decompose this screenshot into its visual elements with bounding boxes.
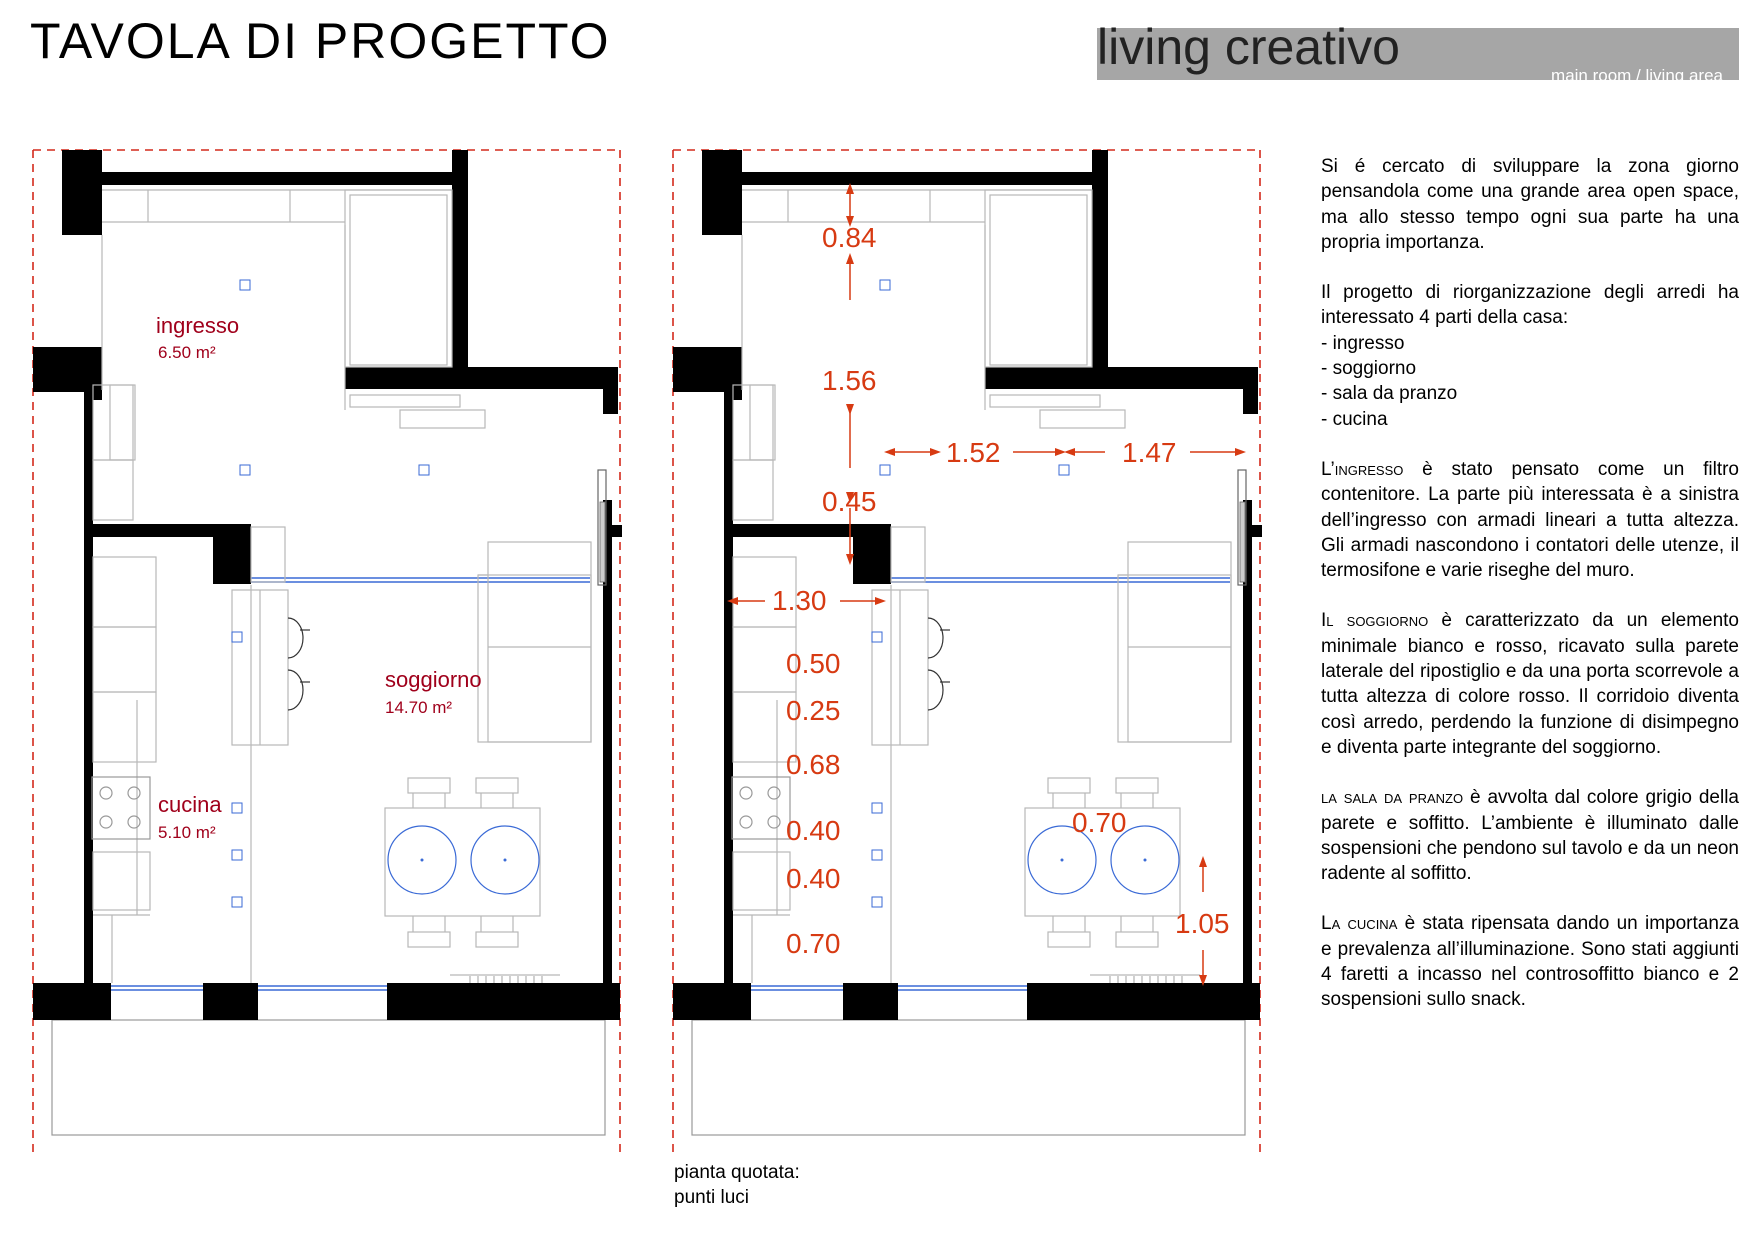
project-description — [1321, 154, 1739, 1038]
dimension-label: 0.45 — [822, 486, 877, 517]
list-item: - cucina — [1321, 408, 1388, 430]
room-name-soggiorno: soggiorno — [385, 667, 482, 692]
dimension-label: 1.30 — [772, 585, 827, 616]
description-paragraph — [1321, 608, 1739, 760]
section-heading: L’ingresso — [1321, 458, 1404, 480]
description-paragraph: Si é cercato di sviluppare la zona giorno pensandola come una grande area open space, ma allo stesso tempo ogni sua parte ha una propria importanza. — [1321, 156, 1739, 253]
dimension-label: 1.56 — [822, 365, 877, 396]
plan-right — [673, 150, 1262, 1155]
plan-left — [33, 150, 622, 1155]
list-item: - sala da pranzo — [1321, 383, 1458, 405]
dimension-label: 1.05 — [1175, 908, 1230, 939]
dimension-label: 0.68 — [786, 749, 841, 780]
caption-line: punti luci — [674, 1187, 749, 1208]
caption-line: pianta quotata: — [674, 1162, 800, 1183]
page-title: TAVOLA DI PROGETTO — [30, 13, 611, 69]
room-area-soggiorno: 14.70 m² — [385, 698, 453, 717]
dimension-label: 0.50 — [786, 648, 841, 679]
dimension-label: 0.25 — [786, 695, 841, 726]
dimension-label: 1.52 — [946, 437, 1001, 468]
section-heading: la sala da pranzo — [1321, 787, 1464, 809]
description-text: è caratterizzato da un elemento minimale bianco e rosso, ricavato sulla parete laterale del ripostiglio e da una porta scorrevole a tutta altezza di colore rosso. Il corridoio diventa così arredo, perdendo la funzione di disimpegno e diventa parte integrante del soggiorno. — [1321, 610, 1739, 758]
project-title: living creativo — [1097, 19, 1400, 75]
description-text: Il progetto di riorganizzazione degli arredi ha interessato 4 parti della casa: — [1321, 282, 1739, 329]
dimension-label: 1.47 — [1122, 437, 1177, 468]
list-item: - ingresso — [1321, 332, 1405, 354]
description-paragraph — [1321, 785, 1739, 886]
dimension-label: 0.40 — [786, 815, 841, 846]
room-area-cucina: 5.10 m² — [158, 823, 216, 842]
dimension-label: 0.84 — [822, 222, 877, 253]
header-subtitle-city: Bologna / Itay — [1619, 86, 1723, 105]
section-heading: La cucina — [1321, 913, 1398, 935]
description-text: è avvolta dal colore grigio della parete e soffitto. L’ambiente è illuminato dalle sospensioni che pendono sul tavolo e da un neon radente al soffitto. — [1321, 787, 1739, 885]
section-heading: Il soggiorno — [1321, 610, 1429, 632]
room-list — [1321, 331, 1739, 432]
room-name-cucina: cucina — [158, 792, 222, 817]
room-area-ingresso: 6.50 m² — [158, 343, 216, 362]
description-text: è stata ripensata dando un importanza e prevalenza all’illuminazione. Sono stati aggiunti 4 faretti a incasso nel controsoffitto bianco e 2 sospensioni sullo snack. — [1321, 913, 1739, 1011]
description-paragraph — [1321, 280, 1739, 432]
room-name-ingresso: ingresso — [156, 313, 240, 338]
dimension-label: 0.40 — [786, 863, 841, 894]
description-paragraph — [1321, 911, 1739, 1012]
dimension-label: 0.70 — [1072, 807, 1127, 838]
header-subtitle-location: main room / living area — [1551, 66, 1723, 85]
list-item: - soggiorno — [1321, 358, 1417, 380]
description-paragraph — [1321, 457, 1739, 583]
description-text: è stato pensato come un filtro contenitore. La parte più interessata è a sinistra dell’ingresso con armadi lineari a tutta altezza. Gli armadi nascondono i contatori delle utenze, il termosifone e varie riseghe del muro. — [1321, 458, 1739, 582]
dimension-label: 0.70 — [786, 928, 841, 959]
plan-caption — [674, 1160, 800, 1210]
